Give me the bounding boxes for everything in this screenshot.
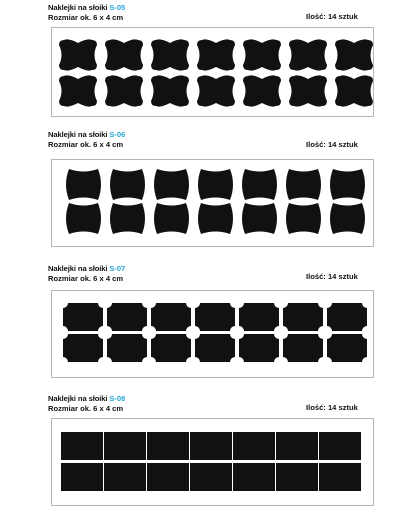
product-size: Rozmiar ok. 6 x 4 cm xyxy=(48,140,124,149)
product-code: S-05 xyxy=(109,3,126,12)
sticker-label xyxy=(59,75,97,106)
sticker-label xyxy=(243,75,281,106)
sticker-label xyxy=(198,169,233,200)
sticker-label xyxy=(335,75,373,106)
sticker-label xyxy=(276,463,318,491)
sticker-sheet-graphic xyxy=(52,28,375,118)
sticker-sheet-graphic xyxy=(52,291,375,379)
sticker-sheet xyxy=(51,27,374,117)
sticker-label xyxy=(151,75,189,106)
product-size: Rozmiar ok. 6 x 4 cm xyxy=(48,274,124,283)
product-size: Rozmiar ok. 6 x 4 cm xyxy=(48,404,124,413)
sticker-label xyxy=(233,432,275,460)
sticker-label xyxy=(330,169,365,200)
sticker-label xyxy=(190,432,232,460)
sticker-label xyxy=(151,334,191,362)
sticker-label xyxy=(198,203,233,234)
sticker-label xyxy=(319,432,361,460)
product-title: Naklejki na słoiki S-07 xyxy=(48,264,126,273)
sticker-label xyxy=(154,203,189,234)
sticker-sheet-graphic xyxy=(52,160,375,248)
sticker-label xyxy=(286,203,321,234)
sticker-label xyxy=(105,75,143,106)
product-quantity: Ilość: 14 sztuk xyxy=(306,403,358,412)
product-quantity: Ilość: 14 sztuk xyxy=(306,12,358,21)
sticker-label xyxy=(242,169,277,200)
product-title: Naklejki na słoiki S-05 xyxy=(48,3,126,12)
sticker-label xyxy=(104,463,146,491)
sticker-label xyxy=(327,303,367,331)
sticker-label xyxy=(147,432,189,460)
sticker-label xyxy=(239,303,279,331)
sticker-label xyxy=(59,39,97,70)
sticker-sheet xyxy=(51,290,374,378)
sticker-label xyxy=(147,463,189,491)
sticker-label xyxy=(107,334,147,362)
sticker-label xyxy=(197,39,235,70)
sticker-label xyxy=(197,75,235,106)
sticker-sheet xyxy=(51,159,374,247)
sticker-label xyxy=(195,303,235,331)
sticker-label xyxy=(276,432,318,460)
product-title: Naklejki na słoiki S-08 xyxy=(48,394,126,403)
sticker-label xyxy=(195,334,235,362)
sticker-sheet xyxy=(51,418,374,506)
sticker-label xyxy=(104,432,146,460)
sticker-label xyxy=(151,39,189,70)
sticker-label xyxy=(243,39,281,70)
product-quantity: Ilość: 14 sztuk xyxy=(306,272,358,281)
sticker-label xyxy=(154,169,189,200)
sticker-label xyxy=(283,303,323,331)
sticker-label xyxy=(63,334,103,362)
sticker-label xyxy=(66,169,101,200)
sticker-label xyxy=(151,303,191,331)
product-code: S-08 xyxy=(109,394,126,403)
sticker-label xyxy=(327,334,367,362)
product-size: Rozmiar ok. 6 x 4 cm xyxy=(48,13,124,22)
sticker-label xyxy=(66,203,101,234)
sticker-label xyxy=(283,334,323,362)
sticker-label xyxy=(110,203,145,234)
sticker-label xyxy=(63,303,103,331)
sticker-label xyxy=(289,39,327,70)
sticker-sheet-graphic xyxy=(52,419,375,507)
sticker-label xyxy=(61,463,103,491)
sticker-label xyxy=(110,169,145,200)
sticker-label xyxy=(286,169,321,200)
sticker-label xyxy=(242,203,277,234)
sticker-label xyxy=(105,39,143,70)
sticker-label xyxy=(239,334,279,362)
product-quantity: Ilość: 14 sztuk xyxy=(306,140,358,149)
product-code: S-06 xyxy=(109,130,126,139)
sticker-label xyxy=(61,432,103,460)
sticker-label xyxy=(107,303,147,331)
sticker-label xyxy=(335,39,373,70)
sticker-label xyxy=(233,463,275,491)
sticker-label xyxy=(190,463,232,491)
sticker-label xyxy=(319,463,361,491)
product-code: S-07 xyxy=(109,264,126,273)
sticker-label xyxy=(330,203,365,234)
sticker-label xyxy=(289,75,327,106)
product-title: Naklejki na słoiki S-06 xyxy=(48,130,126,139)
